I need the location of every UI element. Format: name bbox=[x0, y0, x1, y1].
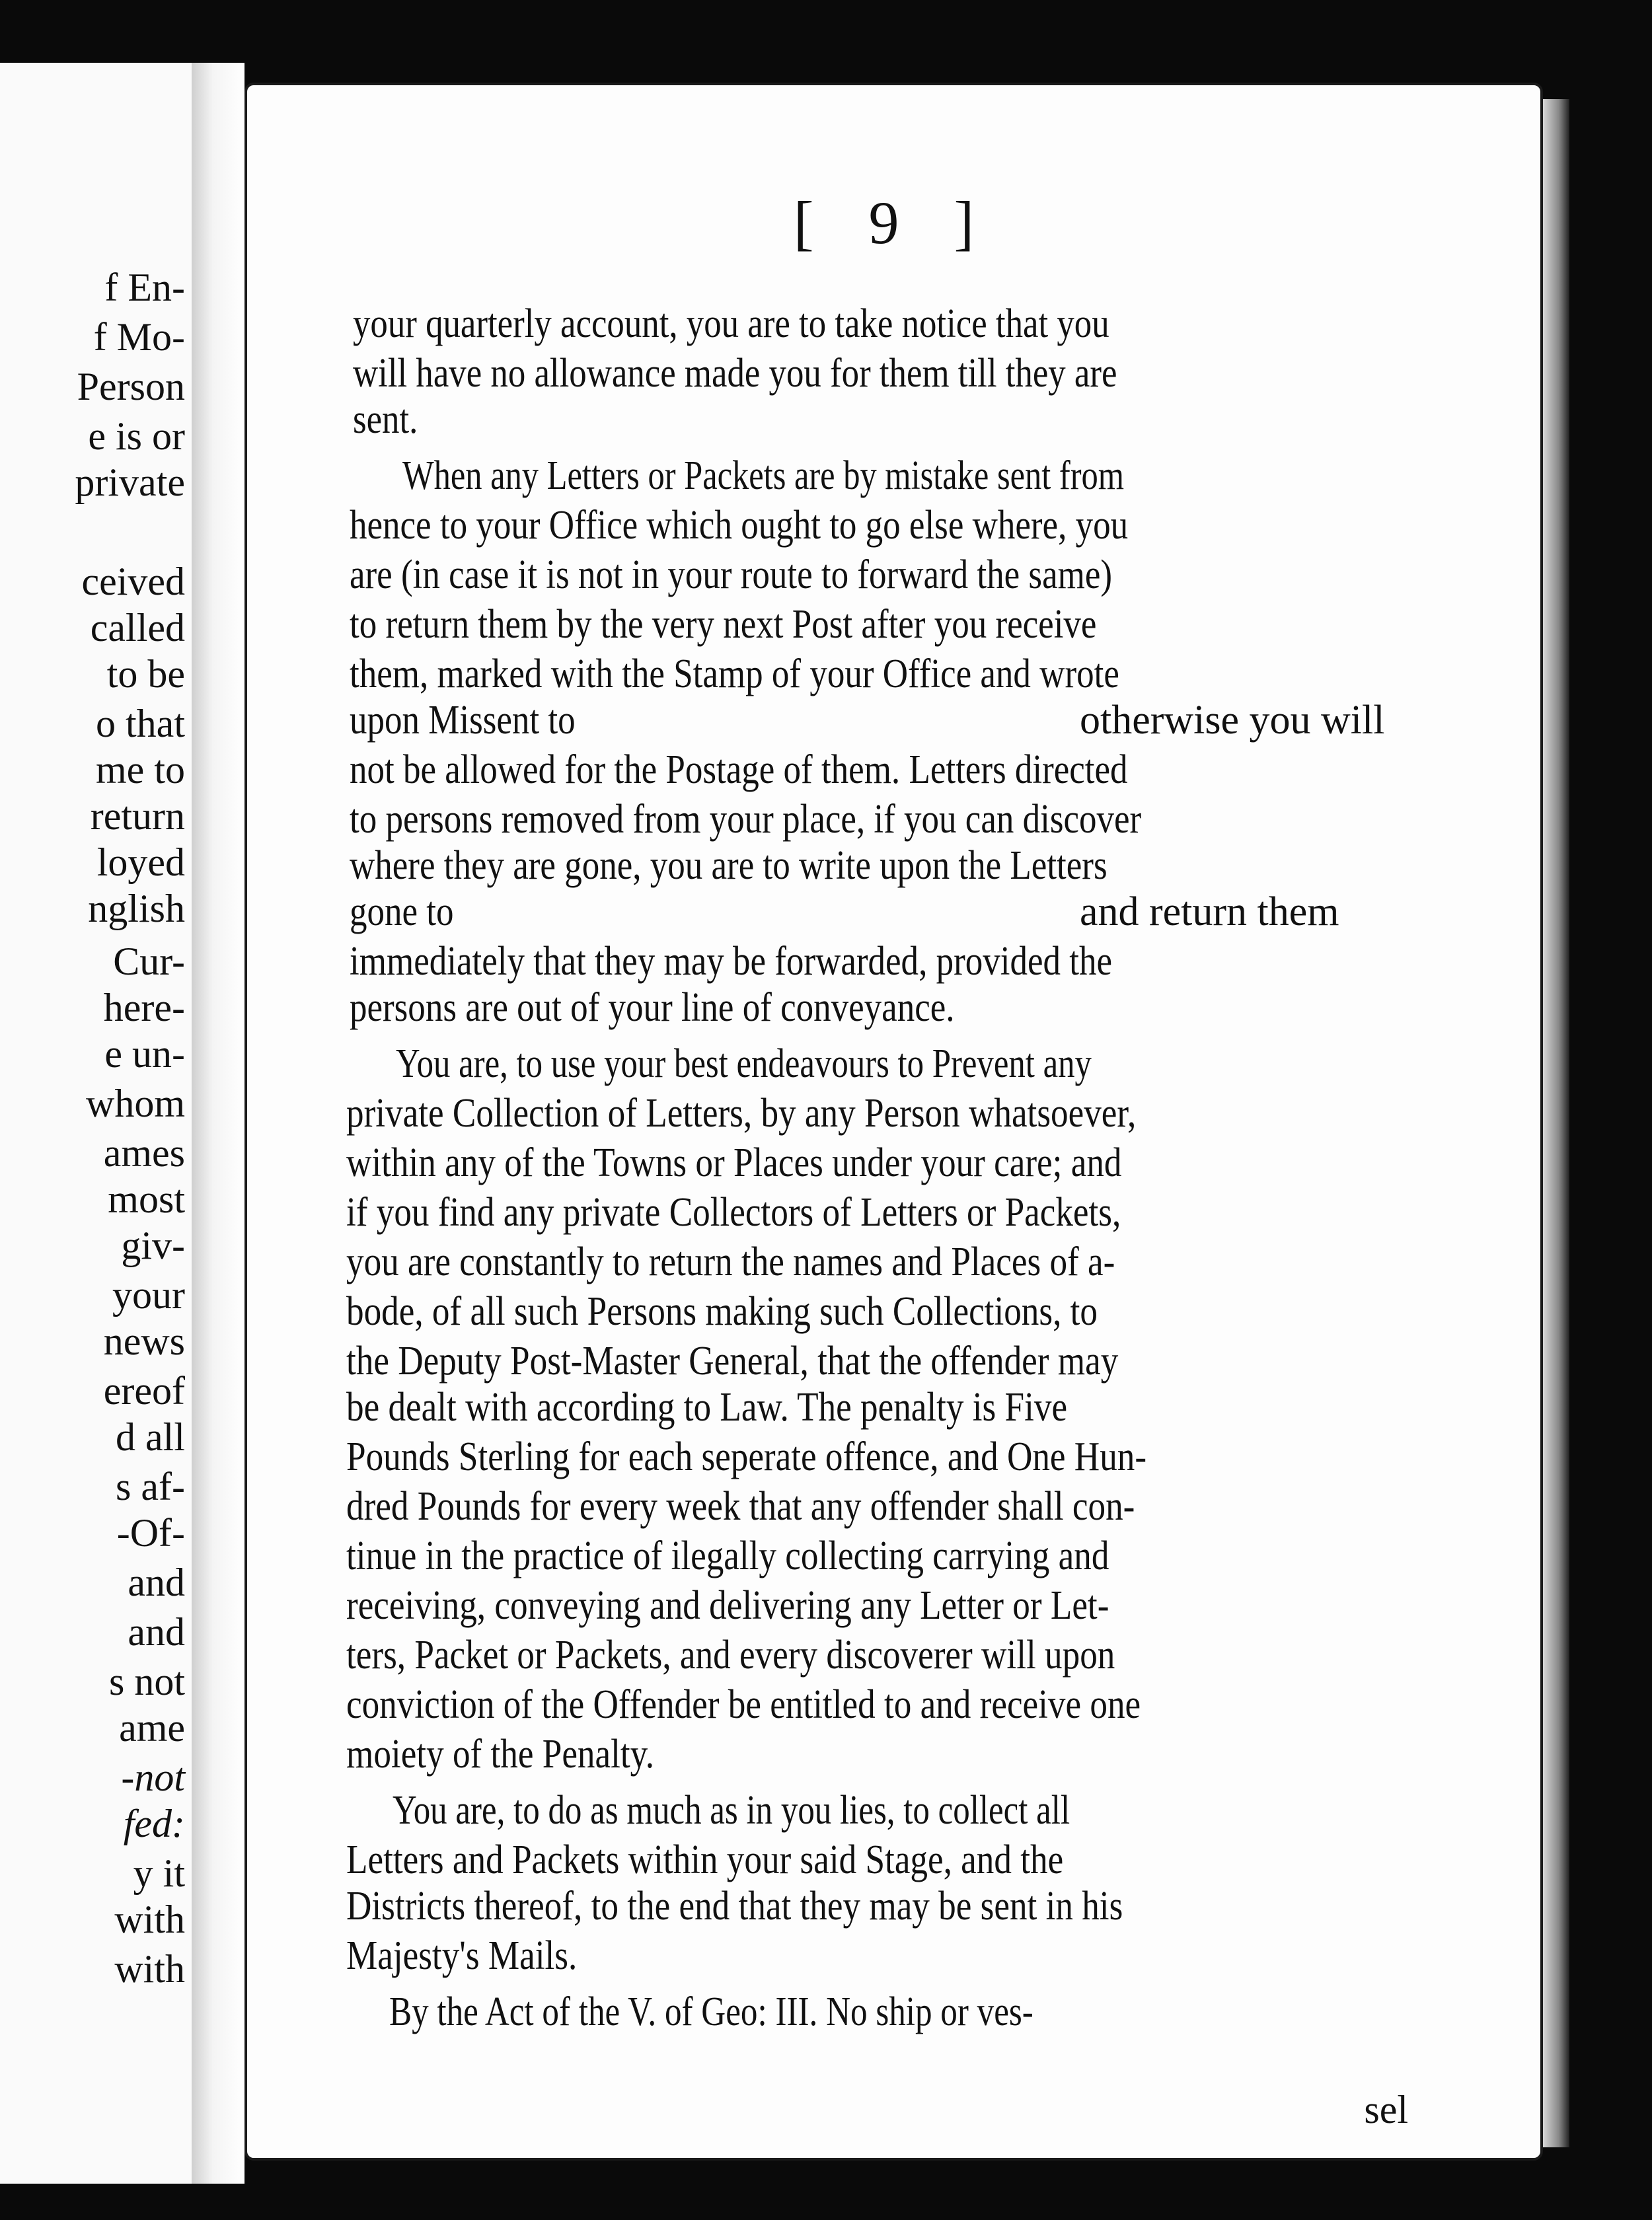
text-line: not be allowed for the Postage of them. Letters directed bbox=[350, 747, 1128, 792]
fragment-line: called bbox=[90, 606, 185, 649]
fragment-line: giv- bbox=[121, 1224, 185, 1267]
book-page bbox=[244, 83, 1543, 2161]
fragment-line: s af- bbox=[116, 1465, 185, 1508]
text-line: immediately that they may be forwarded, provided the bbox=[350, 939, 1113, 984]
text-line: gone to bbox=[350, 889, 454, 934]
text-line: By the Act of the V. of Geo: III. No ship or ves- bbox=[389, 1989, 1033, 2034]
text-line: them, marked with the Stamp of your Office and wrote bbox=[350, 651, 1119, 696]
text-line: to persons removed from your place, if you can discover bbox=[350, 797, 1142, 842]
fragment-line: with bbox=[114, 1947, 185, 1991]
fragment-line: f Mo- bbox=[93, 315, 185, 359]
fragment-line: f En- bbox=[104, 266, 185, 309]
text-line: otherwise you will bbox=[1080, 698, 1385, 743]
facing-page-fragment bbox=[0, 63, 194, 2184]
fragment-line: ceived bbox=[81, 560, 185, 603]
text-line: if you find any private Collectors of Letters or Packets, bbox=[346, 1190, 1121, 1235]
page-number: [ 9 ] bbox=[793, 189, 995, 256]
fragment-line: news bbox=[103, 1319, 185, 1363]
fragment-line: -Of- bbox=[116, 1511, 185, 1555]
book-gutter bbox=[192, 63, 244, 2184]
fragment-line: and bbox=[128, 1610, 185, 1654]
fragment-line: Cur- bbox=[113, 940, 185, 983]
text-line: you are constantly to return the names and Places of a- bbox=[346, 1240, 1115, 1284]
fragment-line: and bbox=[128, 1561, 185, 1604]
fragment-line: Person bbox=[77, 365, 185, 408]
fragment-line: whom bbox=[86, 1082, 185, 1125]
text-line: When any Letters or Packets are by mistake sent from bbox=[402, 453, 1125, 498]
text-line: You are, to use your best endeavours to Prevent any bbox=[396, 1041, 1092, 1086]
fragment-line: d all bbox=[116, 1415, 185, 1459]
text-line: the Deputy Post-Master General, that the offender may bbox=[346, 1339, 1119, 1384]
fragment-line: ame bbox=[119, 1706, 185, 1750]
text-line: tinue in the practice of ilegally collecting carrying and bbox=[346, 1534, 1109, 1578]
text-line: conviction of the Offender be entitled to and receive one bbox=[346, 1682, 1141, 1727]
text-line: dred Pounds for every week that any offender shall con- bbox=[346, 1484, 1135, 1529]
fragment-line: ereof bbox=[103, 1369, 185, 1413]
fragment-line: -not bbox=[121, 1756, 185, 1799]
text-line: Pounds Sterling for each seperate offence, and One Hun- bbox=[346, 1434, 1147, 1479]
fragment-line: e is or bbox=[88, 414, 185, 458]
text-line: hence to your Office which ought to go else where, you bbox=[350, 503, 1129, 548]
text-line: Districts thereof, to the end that they may be sent in his bbox=[346, 1884, 1123, 1929]
text-line: receiving, conveying and delivering any Letter or Let- bbox=[346, 1583, 1109, 1628]
fragment-line: to be bbox=[106, 652, 185, 696]
fragment-line: fed: bbox=[123, 1802, 185, 1845]
fragment-line: o that bbox=[96, 702, 185, 745]
text-line: You are, to do as much as in you lies, to collect all bbox=[393, 1788, 1070, 1833]
text-line: will have no allowance made you for them till they are bbox=[353, 351, 1117, 396]
catchword: sel bbox=[1364, 2088, 1408, 2131]
fragment-line: return bbox=[90, 794, 185, 838]
fragment-line: with bbox=[114, 1898, 185, 1941]
fragment-line: here- bbox=[103, 986, 185, 1029]
text-line: Majesty's Mails. bbox=[346, 1933, 578, 1978]
text-line: private Collection of Letters, by any Person whatsoever, bbox=[346, 1091, 1137, 1136]
fragment-line: nglish bbox=[88, 887, 185, 930]
fragment-line: loyed bbox=[96, 840, 185, 884]
text-line: are (in case it is not in your route to forward the same) bbox=[350, 552, 1113, 597]
fragment-line: y it bbox=[133, 1851, 185, 1895]
text-line: ters, Packet or Packets, and every discoverer will upon bbox=[346, 1633, 1115, 1678]
text-line: persons are out of your line of conveyance. bbox=[350, 985, 955, 1030]
text-line: sent. bbox=[353, 397, 418, 442]
fragment-line: s not bbox=[108, 1660, 185, 1703]
text-line: bode, of all such Persons making such Collections, to bbox=[346, 1289, 1098, 1334]
text-line: and return them bbox=[1080, 889, 1339, 934]
text-line: within any of the Towns or Places under your care; and bbox=[346, 1140, 1122, 1185]
body-text bbox=[247, 85, 1540, 2158]
fragment-line: me to bbox=[96, 748, 185, 792]
text-line: upon Missent to bbox=[350, 698, 576, 743]
text-line: be dealt with according to Law. The penalty is Five bbox=[346, 1385, 1068, 1430]
fragment-line: private bbox=[75, 461, 185, 504]
text-line: moiety of the Penalty. bbox=[346, 1732, 655, 1777]
text-line: where they are gone, you are to write upon the Letters bbox=[350, 843, 1108, 888]
text-line: to return them by the very next Post after you receive bbox=[350, 602, 1097, 647]
fragment-line: your bbox=[112, 1273, 185, 1317]
fragment-line: e un- bbox=[104, 1032, 185, 1076]
page-edge-shadow bbox=[1543, 99, 1569, 2147]
text-line: your quarterly account, you are to take notice that you bbox=[353, 301, 1109, 346]
fragment-line: most bbox=[108, 1177, 185, 1221]
text-line: Letters and Packets within your said Stage, and the bbox=[346, 1837, 1064, 1882]
fragment-line: ames bbox=[103, 1131, 185, 1175]
